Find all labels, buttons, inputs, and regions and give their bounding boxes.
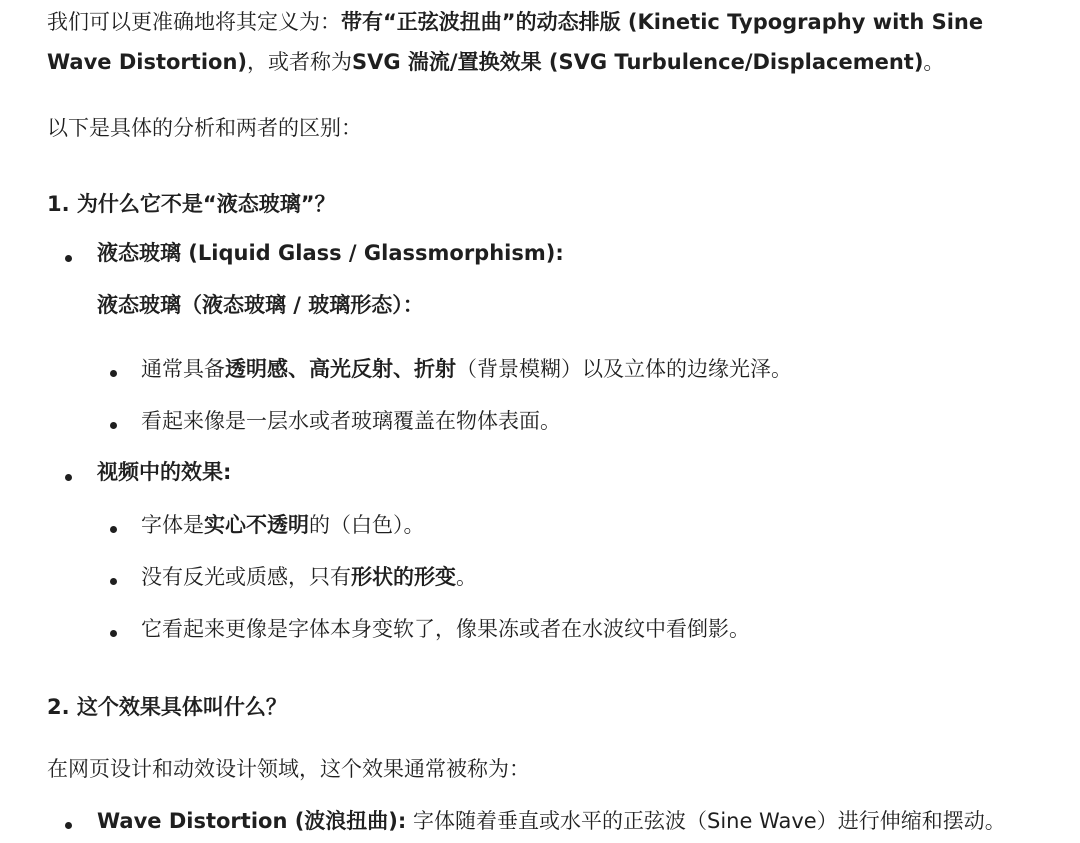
intro-line-2: [47, 47, 944, 77]
intro-line-1: [47, 7, 983, 37]
point-text: 。: [456, 565, 477, 589]
video-point-3: 它看起来更像是字体本身变软了，像果冻或者在水波纹中看倒影。: [141, 617, 750, 641]
point-text: 字体是: [141, 513, 204, 537]
point-emphasis: 透明感、高光反射、折射: [225, 357, 456, 381]
glass-point-2: 看起来像是一层水或者玻璃覆盖在物体表面。: [141, 409, 561, 433]
glass-title: 液态玻璃 (Liquid Glass / Glassmorphism):: [97, 241, 564, 265]
bullet-icon: [110, 370, 117, 377]
item-emphasis: Wave Distortion (波浪扭曲):: [97, 809, 407, 833]
point-emphasis: 实心不透明: [204, 513, 309, 537]
bullet-icon: [65, 822, 72, 829]
intro-text: 我们可以更准确地将其定义为：: [47, 10, 341, 34]
item-text: 字体随着垂直或水平的正弦波（Sine Wave）进行伸缩和摆动。: [406, 809, 1006, 833]
point-emphasis: 形状的形变: [351, 565, 456, 589]
point-text: 的（白色）。: [309, 513, 425, 537]
bullet-icon: [65, 255, 72, 262]
section-2-heading: 2. 这个效果具体叫什么？: [47, 695, 287, 719]
intro-emphasis: 带有“正弦波扭曲”的动态排版 (Kinetic Typography with Sine: [341, 10, 984, 34]
bullet-icon: [110, 422, 117, 429]
bullet-icon: [110, 630, 117, 637]
bullet-icon: [65, 474, 72, 481]
point-text: 通常具备: [141, 357, 225, 381]
glass-subtitle: 液态玻璃（液态玻璃 / 玻璃形态）：: [97, 293, 424, 317]
intro-emphasis: SVG 湍流/置换效果 (SVG Turbulence/Displacement): [352, 50, 924, 74]
wave-distortion-item: [97, 806, 1006, 836]
bullet-icon: [110, 578, 117, 585]
intro-emphasis: Wave Distortion): [47, 50, 247, 74]
intro-text: 。: [923, 50, 945, 74]
section-2-lead: 在网页设计和动效设计领域，这个效果通常被称为：: [47, 757, 530, 781]
video-point-2: [141, 562, 477, 592]
video-title: 视频中的效果:: [97, 460, 232, 484]
intro-text: ，或者称为: [247, 50, 352, 74]
lead-paragraph: 以下是具体的分析和两者的区别：: [47, 116, 362, 140]
bullet-icon: [110, 526, 117, 533]
point-text: 没有反光或质感，只有: [141, 565, 351, 589]
section-1-heading: 1. 为什么它不是“液态玻璃”？: [47, 192, 336, 216]
glass-point-1: [141, 354, 792, 384]
point-text: （背景模糊）以及立体的边缘光泽。: [456, 357, 792, 381]
video-point-1: [141, 510, 425, 540]
